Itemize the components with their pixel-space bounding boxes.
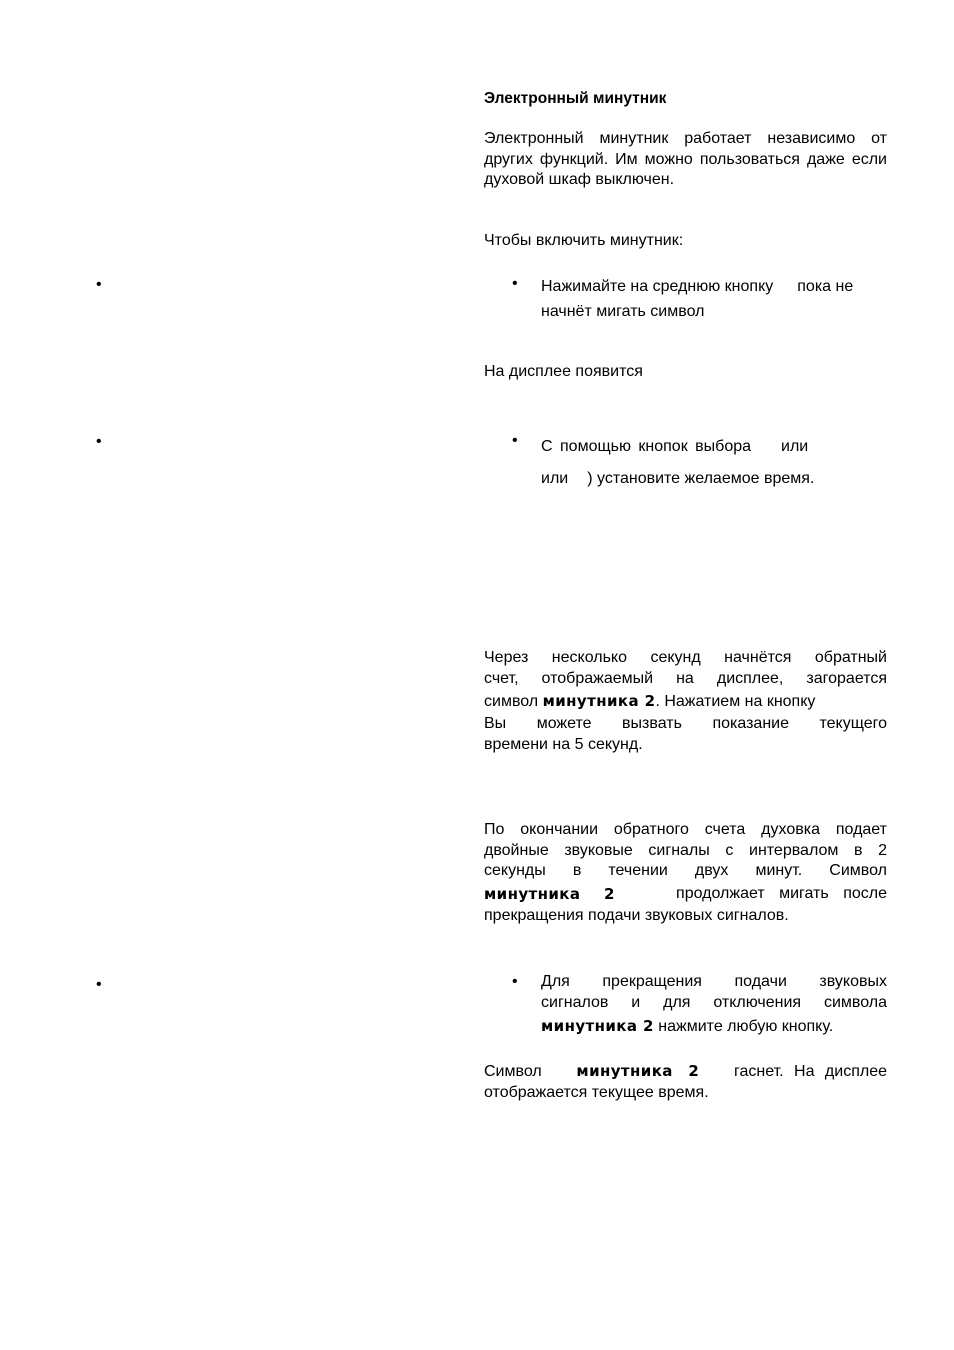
intro-paragraph: Электронный минутник работает независимо от других функций. Им можно пользоваться даже если духовой шкаф выключен. <box>484 130 887 188</box>
countdown-line-5: времени на 5 секунд. <box>484 735 643 753</box>
end-line-1: По окончании обратного счета духовка подает <box>484 821 887 838</box>
countdown-line-2: счет, отображаемый на дисплее, загорается <box>484 669 887 687</box>
end-paragraph <box>484 820 887 926</box>
end-line-2: двойные звуковые сигналы с интервалом в 2 <box>484 841 887 859</box>
timer2-label: минутника 2 <box>484 884 615 903</box>
enable-label: Чтобы включить минутник: <box>484 232 684 249</box>
step3-line-1: Для прекращения подачи звуковых <box>541 973 887 990</box>
step1-text <box>541 274 887 324</box>
final-line1-b: гаснет. На дисплее <box>733 1063 887 1080</box>
step3-line-2: сигналов и для отключения символа <box>541 993 887 1011</box>
left-bullet-3: • <box>96 976 102 993</box>
step2-line2-b: ) установите желаемое время. <box>587 470 815 487</box>
left-bullet-1: • <box>96 276 102 293</box>
final-paragraph <box>484 1060 887 1104</box>
step1-line1-a: Нажимайте на среднюю кнопку <box>541 278 774 295</box>
step1-line1-b: пока не <box>797 278 854 295</box>
timer2-label: минутника 2 <box>542 692 656 710</box>
final-line-2: отображается текущее время. <box>484 1084 709 1101</box>
countdown-line3-b: . Нажатием на кнопку <box>655 693 816 710</box>
countdown-line3-a: символ <box>484 693 539 710</box>
step1-bullet: • <box>512 275 518 292</box>
step1-line2: начнёт мигать символ <box>541 303 705 320</box>
end-line-3: секунды в течении двух минут. Символ <box>484 862 887 879</box>
step3-text <box>541 972 887 1040</box>
timer2-label: минутника 2 <box>576 1062 700 1080</box>
step2-bullet: • <box>512 432 518 449</box>
countdown-paragraph <box>484 648 887 755</box>
end-line4-b: продолжает мигать после <box>676 884 887 902</box>
countdown-line-4: Вы можете вызвать показание текущего <box>484 715 887 732</box>
timer2-label: минутника 2 <box>541 1017 654 1035</box>
step2-line1-b: или <box>781 438 809 455</box>
step3-line3-b: нажмите любую кнопку. <box>658 1018 834 1035</box>
section-title: Электронный минутник <box>484 90 667 107</box>
step2-line1-a: С помощью кнопок выбора <box>541 438 752 455</box>
end-line-5: прекращения подачи звуковых сигналов. <box>484 906 789 924</box>
step3-bullet: • <box>512 973 518 990</box>
step2-line2-a: или <box>541 470 569 487</box>
countdown-line-1: Через несколько секунд начнётся обратный <box>484 649 887 666</box>
step2-text <box>541 431 887 495</box>
display-text: На дисплее появится <box>484 363 643 380</box>
left-bullet-2: • <box>96 433 102 450</box>
final-line1-a: Символ <box>484 1063 542 1080</box>
